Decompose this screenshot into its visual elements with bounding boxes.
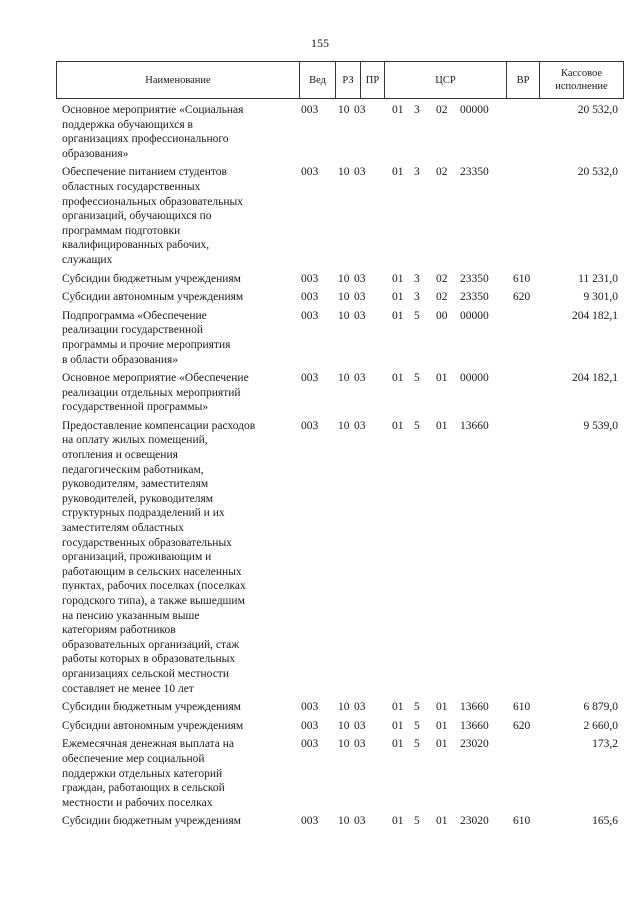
- cell-c1: 01: [392, 419, 404, 432]
- table-row: [56, 719, 624, 734]
- cell-c3: 02: [436, 104, 448, 116]
- page-number: 155: [311, 36, 329, 50]
- cell-pr: 03: [354, 419, 366, 432]
- cell-ved: 003: [301, 291, 319, 304]
- cell-c3: 01: [436, 738, 448, 751]
- cell-c4: 00000: [460, 104, 489, 116]
- cell-ved: 003: [301, 701, 319, 714]
- row-name: Субсидии бюджетным учреждениям: [62, 701, 241, 714]
- cell-ved: 003: [301, 719, 319, 732]
- header-ved: Вед: [299, 62, 335, 98]
- cell-c1: 01: [392, 701, 404, 714]
- cell-amount: 20 532,0: [577, 104, 618, 116]
- cell-pr: 03: [354, 104, 366, 116]
- row-name: Подпрограмма «Обеспечение реализации государственной программы и прочие мероприятия в области образования»: [62, 309, 231, 366]
- cell-amount: 2 660,0: [583, 719, 618, 732]
- cell-ved: 003: [301, 372, 319, 385]
- cell-ved: 003: [301, 419, 319, 432]
- cell-c3: 01: [436, 419, 448, 432]
- cell-c3: 02: [436, 291, 448, 304]
- header-rz: РЗ: [335, 62, 360, 98]
- cell-c1: 01: [392, 104, 404, 116]
- cell-c2: 3: [414, 104, 420, 116]
- cell-rz: 10: [338, 738, 350, 751]
- header-cash-execution: Кассовое исполнение: [539, 62, 623, 98]
- row-name: Ежемесячная денежная выплата на обеспечение мер социальной поддержки отдельных категорий граждан, работающих в сельской местности и рабочих поселках: [62, 738, 235, 809]
- cell-c1: 01: [392, 719, 404, 732]
- row-name: Субсидии автономным учреждениям: [62, 291, 244, 304]
- cell-ved: 003: [301, 272, 319, 285]
- cell-c4: 23350: [460, 272, 489, 285]
- cell-pr: 03: [354, 815, 366, 828]
- cell-vr: 620: [513, 291, 531, 304]
- cell-rz: 10: [338, 719, 350, 732]
- cell-c3: 00: [436, 309, 448, 322]
- cell-c3: 02: [436, 166, 448, 179]
- cell-pr: 03: [354, 719, 366, 732]
- cell-c4: 23020: [460, 738, 489, 751]
- cell-pr: 03: [354, 166, 366, 179]
- table-row: [56, 814, 624, 829]
- row-name: Основное мероприятие «Обеспечение реализации отдельных мероприятий государственной программы»: [62, 372, 249, 414]
- cell-pr: 03: [354, 272, 366, 285]
- cell-c1: 01: [392, 166, 404, 179]
- cell-amount: 173,2: [592, 738, 618, 751]
- cell-vr: 610: [513, 815, 531, 828]
- header-vr: ВР: [506, 62, 539, 98]
- cell-ved: 003: [301, 738, 319, 751]
- row-name: Субсидии автономным учреждениям: [62, 719, 244, 732]
- cell-rz: 10: [338, 272, 350, 285]
- cell-ved: 003: [301, 104, 319, 116]
- cell-amount: 6 879,0: [583, 701, 618, 714]
- cell-rz: 10: [338, 291, 350, 304]
- header-csr: ЦСР: [384, 62, 506, 98]
- cell-rz: 10: [338, 104, 350, 116]
- cell-c4: 13660: [460, 419, 489, 432]
- cell-c1: 01: [392, 309, 404, 322]
- header-name: Наименование: [145, 74, 211, 86]
- table-header: [56, 61, 624, 99]
- cell-c3: 01: [436, 701, 448, 714]
- cell-c4: 00000: [460, 372, 489, 385]
- cell-amount: 204 182,1: [572, 309, 618, 322]
- row-name: Обеспечение питанием студентов областных государственных профессиональных образовательных организаций, обучающихся по программам подготовки квалифицированных рабочих, служащих: [62, 166, 243, 266]
- cell-rz: 10: [338, 815, 350, 828]
- cell-pr: 03: [354, 738, 366, 751]
- cell-rz: 10: [338, 701, 350, 714]
- cell-c4: 13660: [460, 701, 489, 714]
- cell-rz: 10: [338, 419, 350, 432]
- cell-vr: 610: [513, 701, 531, 714]
- cell-c2: 5: [414, 815, 420, 828]
- table-row: [56, 103, 624, 161]
- cell-rz: 10: [338, 309, 350, 322]
- cell-c4: 23350: [460, 166, 489, 179]
- cell-c3: 01: [436, 372, 448, 385]
- cell-c4: 00000: [460, 309, 489, 322]
- header-pr: ПР: [360, 62, 384, 98]
- cell-amount: 204 182,1: [572, 372, 618, 385]
- cell-c2: 5: [414, 419, 420, 432]
- cell-c1: 01: [392, 372, 404, 385]
- table-row: [56, 272, 624, 287]
- cell-c2: 3: [414, 166, 420, 179]
- row-name: Субсидии бюджетным учреждениям: [62, 815, 241, 828]
- table-row: [56, 700, 624, 715]
- cell-ved: 003: [301, 815, 319, 828]
- cell-c3: 02: [436, 272, 448, 285]
- cell-pr: 03: [354, 701, 366, 714]
- cell-c2: 5: [414, 372, 420, 385]
- row-name: Основное мероприятие «Социальная поддержка обучающихся в организациях профессионального образования»: [62, 104, 244, 160]
- table-row: [56, 737, 624, 810]
- cell-c4: 23350: [460, 291, 489, 304]
- cell-ved: 003: [301, 309, 319, 322]
- cell-pr: 03: [354, 372, 366, 385]
- cell-pr: 03: [354, 291, 366, 304]
- table-row: [56, 371, 624, 415]
- cell-c2: 5: [414, 719, 420, 732]
- cell-vr: 610: [513, 272, 531, 285]
- cell-c2: 5: [414, 701, 420, 714]
- table-row: [56, 165, 624, 267]
- cell-ved: 003: [301, 166, 319, 179]
- cell-vr: 620: [513, 719, 531, 732]
- cell-amount: 11 231,0: [578, 272, 618, 285]
- cell-c1: 01: [392, 291, 404, 304]
- row-name: Предоставление компенсации расходов на оплату жилых помещений, отопления и освещения педагогическим работникам, руководителям, заместителям руководителей, руководителям структурных подразделений и их заместителям областных государственных образовательных организаций, проживающим и работающим в сельских населенных пунктах, рабочих поселках (поселках городского типа), а также вышедшим на пенсию указанным выше категориям работников образовательных организаций, стаж работы которых в образовательных организациях сельской местности составляет не менее 10 лет: [62, 419, 256, 695]
- cell-c3: 01: [436, 719, 448, 732]
- cell-rz: 10: [338, 166, 350, 179]
- row-name: Субсидии бюджетным учреждениям: [62, 272, 241, 285]
- table-row: [56, 419, 624, 696]
- table-row: [56, 290, 624, 305]
- cell-c4: 13660: [460, 719, 489, 732]
- cell-amount: 165,6: [592, 815, 618, 828]
- cell-c1: 01: [392, 815, 404, 828]
- cell-c2: 3: [414, 291, 420, 304]
- cell-c3: 01: [436, 815, 448, 828]
- cell-c2: 3: [414, 272, 420, 285]
- cell-rz: 10: [338, 372, 350, 385]
- cell-c4: 23020: [460, 815, 489, 828]
- cell-amount: 9 301,0: [583, 291, 618, 304]
- cell-pr: 03: [354, 309, 366, 322]
- table-row: [56, 309, 624, 367]
- cell-amount: 20 532,0: [577, 166, 618, 179]
- table-body: [56, 103, 624, 833]
- cell-amount: 9 539,0: [583, 419, 618, 432]
- cell-c1: 01: [392, 272, 404, 285]
- cell-c2: 5: [414, 309, 420, 322]
- cell-c2: 5: [414, 738, 420, 751]
- cell-c1: 01: [392, 738, 404, 751]
